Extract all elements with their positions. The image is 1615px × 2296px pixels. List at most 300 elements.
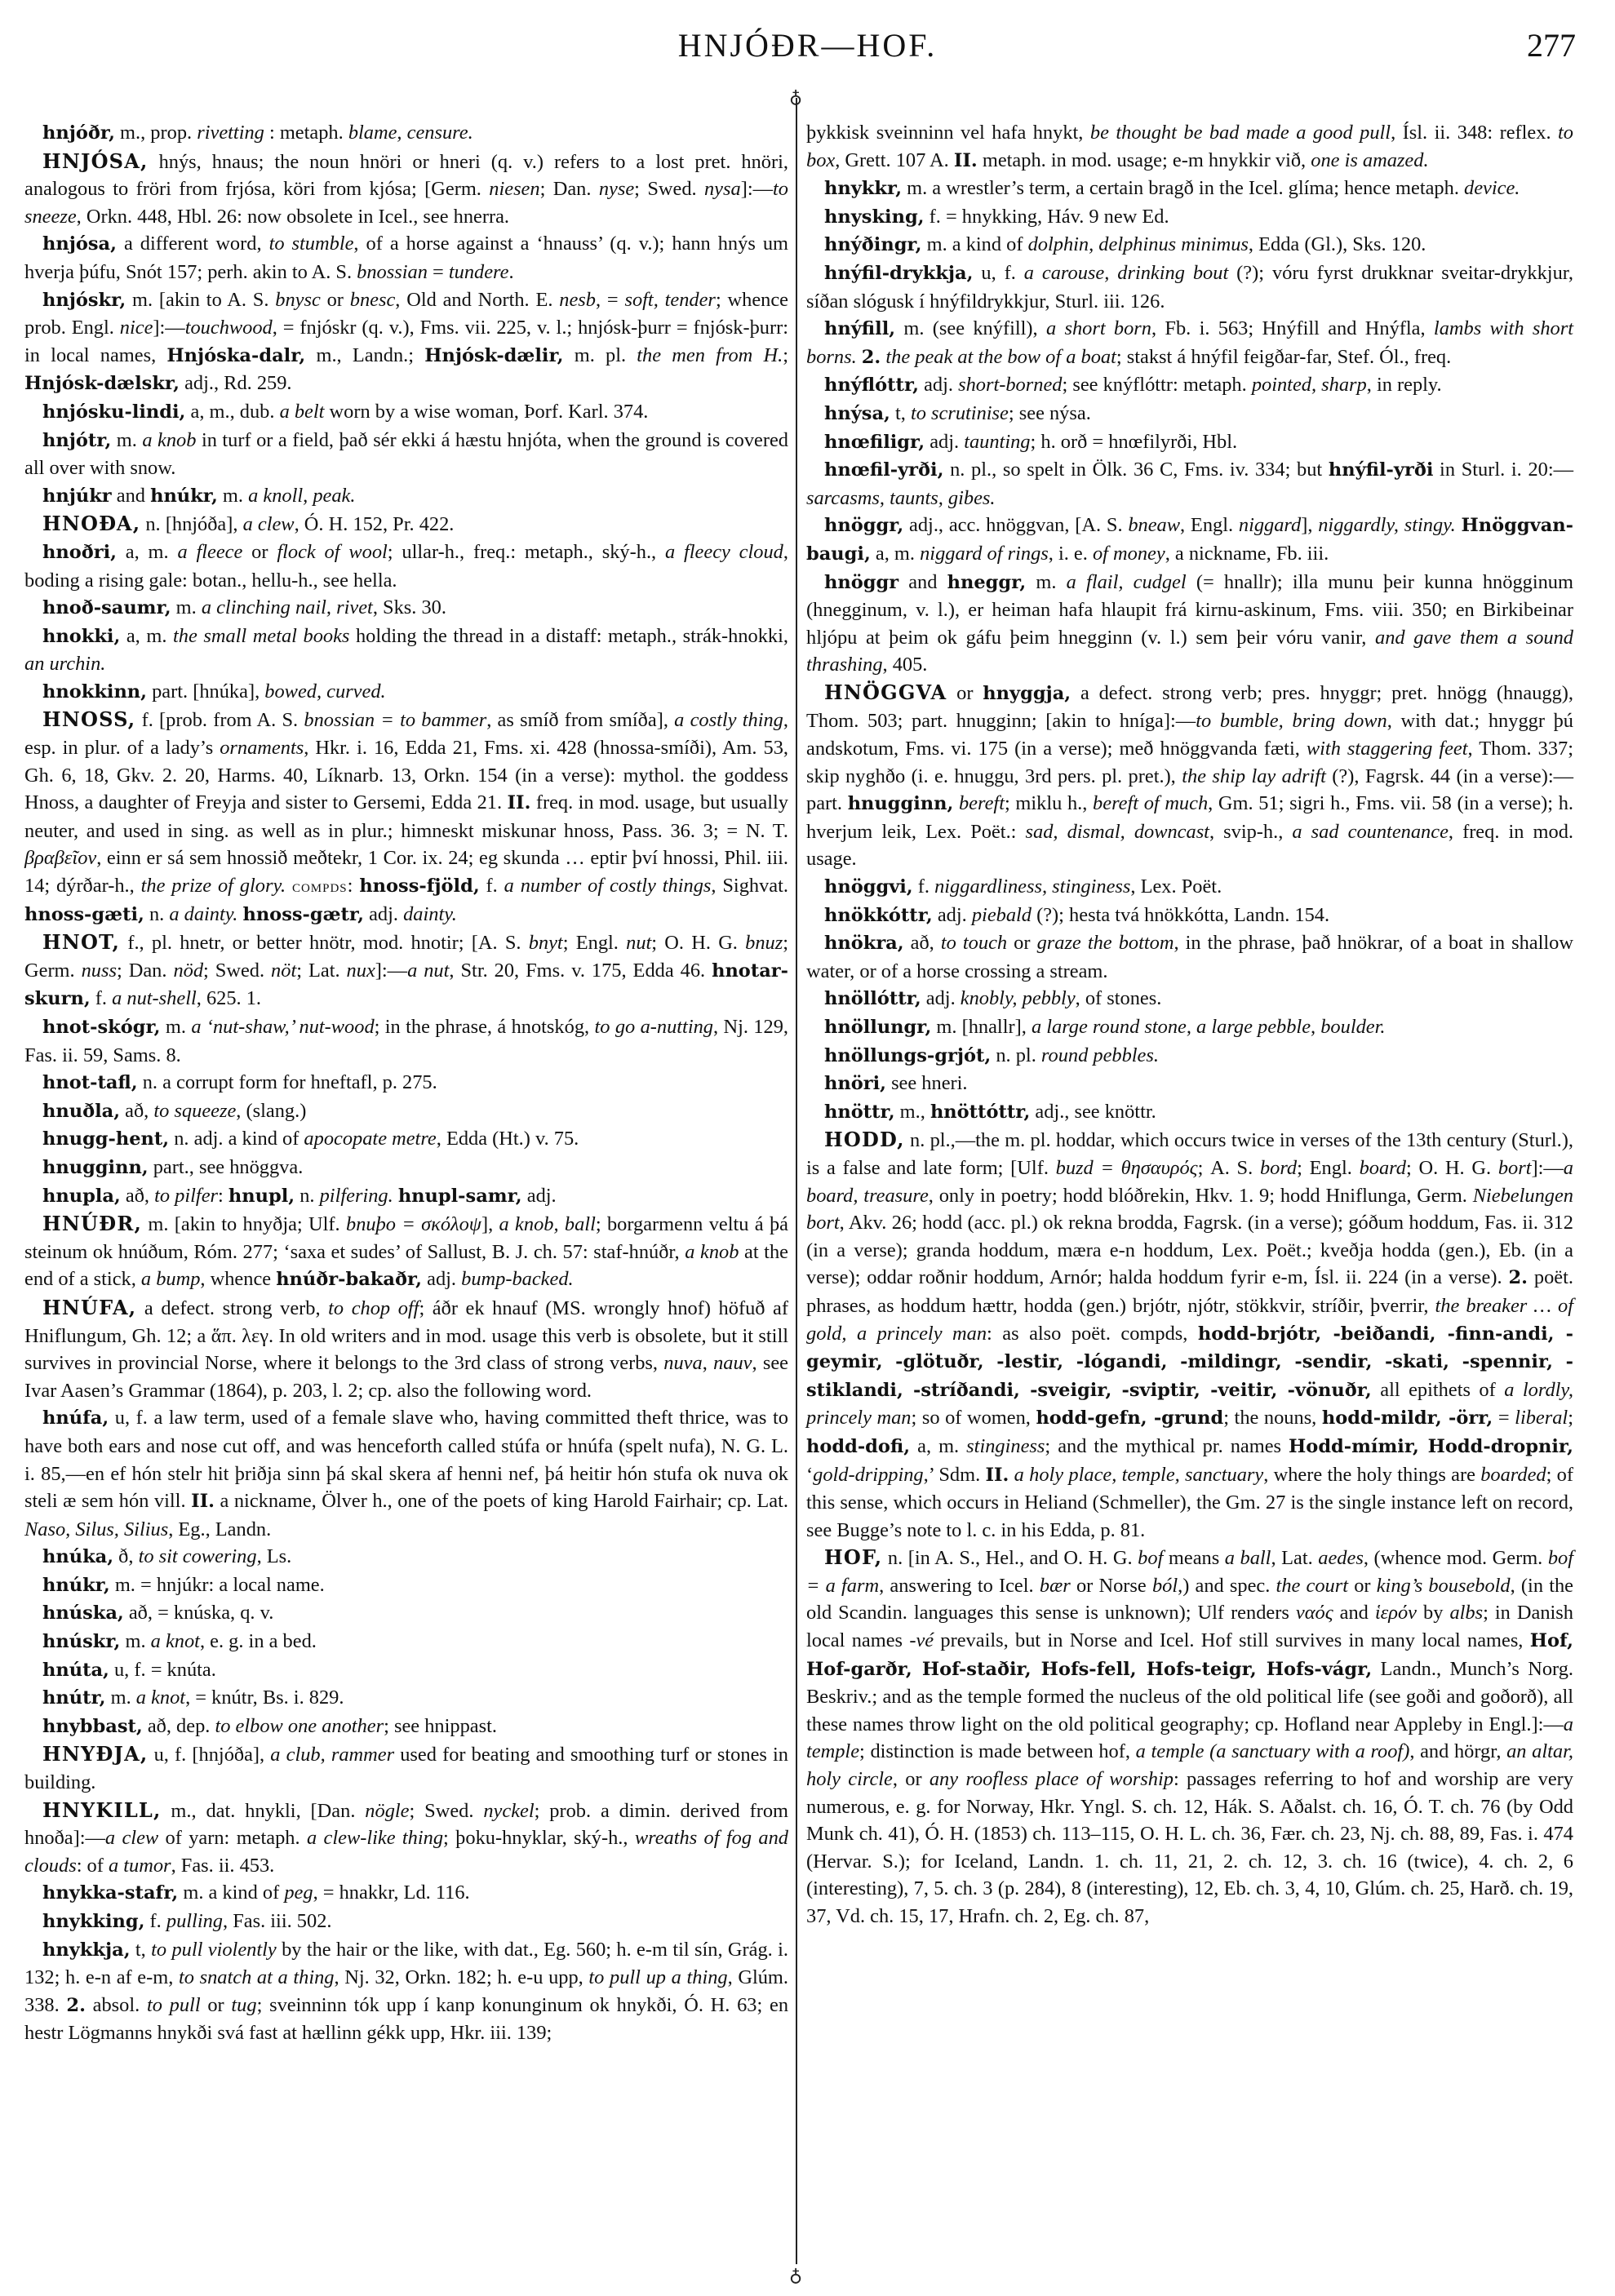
translation-text: any roofless place of worship [929,1768,1174,1791]
entry-text [953,792,959,814]
entry-text: a different word, [116,233,269,255]
translation-text: liberal [1515,1407,1568,1429]
dictionary-entry [24,1404,788,1543]
entry-text: ; [783,344,788,366]
dictionary-entry [24,1069,788,1097]
entry-text: , Ó. H. 152, Pr. 422. [294,513,455,536]
headword: hnykkr, [824,178,903,200]
headword: hnykking, [42,1911,145,1932]
dictionary-entry [806,1070,1573,1098]
entry-text: ; see nýsa. [1008,401,1091,424]
headword: hnöllungs-grjót, [824,1044,992,1066]
entry-text: adj. [925,430,965,453]
entry-text: , Lat. [1271,1547,1319,1570]
translation-text: peg [284,1882,313,1904]
headword: hnýfil-drykkja, [824,262,974,284]
entry-text: , whence [200,1268,277,1291]
entry-text: u, f. a law term, used of a female slave who, having committed theft thrice, was to have both ears and nose cut off, and was henceforth called stúfa or hnúfa (spelt nufa), N. G. L. i. 85,—en ef hón stelr hit þriðja sinn þá skal skera af henni nef, þá heitir hón stufa ok nuva ok steli æ sem hón vill. [24,1407,788,1513]
translation-text: rivetting [197,122,264,144]
entry-text: m. [120,1630,151,1653]
translation-text: to box [806,122,1573,171]
entry-text: , Engl. [1180,514,1239,537]
translation-text: bnossian [357,260,428,283]
translation-text: a clinching nail, rivet [201,596,373,619]
entry-text: and [1333,1602,1375,1624]
entry-text: ; whence prob. Engl. [24,288,789,339]
translation-text: bær [1039,1574,1071,1597]
translation-text: ἱερόν [1374,1602,1417,1624]
headword: hnúka, [42,1546,114,1568]
translation-text: a knot [135,1687,186,1709]
entry-text: m. [111,428,143,451]
headword: hnjúkr [42,485,112,507]
entry-text: , Sks. 30. [372,596,446,619]
entry-text: , or [892,1768,930,1791]
entry-text: , 405. [882,654,928,676]
entry-text: , = knútr, Bs. i. 829. [185,1687,344,1709]
entry-text: að, dep. [142,1714,215,1737]
entry-text: , as smíð from smíða], [486,709,675,732]
entry-text: , Edda (Ht.) v. 75. [436,1128,579,1150]
entry-text: m. [1026,570,1067,593]
translation-text: lambs with short borns. [806,317,1573,368]
entry-text: ; in the phrase, á hnotskóg, [374,1016,595,1038]
entry-text: m., dat. hnykli, [Dan. [161,1799,366,1822]
ornament-icon: ♁ [789,2265,803,2285]
translation-text: apocopate metre [304,1128,437,1150]
dictionary-entry [24,1125,788,1154]
entry-text: m., [894,1100,930,1123]
translation-text: sarcasms, taunts, gibes. [806,486,996,509]
entry-text: , a nickname, Fb. iii. [1165,542,1329,565]
translation-text: to stumble [268,233,354,255]
headword: hnokkinn, [42,680,148,703]
entry-text: ; Lat. [296,959,347,982]
entry-text: ; prob. a dimin. derived from hnoða]:— [24,1799,788,1850]
entry-text: ; [1568,1407,1573,1429]
entry-text: ; the nouns, [1223,1407,1322,1429]
entry-text: adj., acc. hnöggvan, [A. S. [903,514,1129,537]
translation-text: to squeeze [153,1099,237,1122]
entry-text: ]:— [1531,1156,1564,1179]
entry-text: adj. [919,374,959,397]
entry-text: , esp. in plur. of a lady’s [24,709,788,760]
headword: hnjósku-lindi, [42,401,186,423]
dictionary-entry [806,259,1573,315]
dictionary-entry [24,1879,788,1908]
headword: hnupl-samr, [397,1185,522,1207]
translation-text: to elbow one another [215,1714,384,1737]
translation-text: an altar, holy circle [806,1740,1573,1791]
dictionary-entry [24,1713,788,1741]
entry-text: a, m. [116,540,178,563]
entry-text: n. pl., so spelt in Ölk. 36 C, Fms. iv. 334; but [943,459,1329,481]
translation-text: to go a-nutting [594,1016,713,1038]
dictionary-entry [806,1013,1573,1042]
headword: hnýfill, [824,318,896,340]
entry-text: a, m. [870,542,921,565]
headword: hnúfa, [42,1407,109,1429]
headword: HNÖGGVA [824,680,947,704]
dictionary-entry [806,175,1573,203]
entry-text: n. pl. [991,1044,1041,1066]
translation-text: to pull up a thing [588,1966,728,1989]
entry-text: , 625. 1. [196,987,262,1010]
entry-text: ; Engl. [1297,1156,1360,1179]
headword: Hodd-mímir, Hodd-dropnir, [1289,1435,1573,1457]
dictionary-entry [24,427,788,482]
entry-text: or [242,540,277,563]
entry-text: ; see hnippast. [384,1714,497,1737]
dictionary-entry [24,230,788,286]
entry-text: f. [144,1910,166,1932]
headword: hnupla, [42,1185,121,1207]
headword: hnoð-saumr, [42,597,171,619]
entry-text: = [427,260,449,283]
headword: hnöllóttr, [824,988,921,1010]
entry-text: , Fas. iii. 502. [223,1910,332,1932]
translation-text: to pilfer [154,1184,219,1207]
headword: HNÚÐR, [42,1212,143,1236]
headword: hnöttóttr, [930,1101,1031,1123]
entry-text: : of [76,1854,109,1877]
entry-text: , = hnakkr, Ld. 116. [313,1882,470,1904]
headword: hnuðla, [42,1100,121,1122]
entry-text: n. pl.,—the m. pl. hoddar, which occurs twice in verses of the 13th century (Sturl.), is a false and late form; [Ulf. [806,1129,1573,1179]
dictionary-entry [806,119,1573,175]
translation-text: soft, tender [624,288,716,311]
entry-text: , Ls. [256,1545,292,1568]
entry-text: n. [295,1184,320,1207]
dictionary-entry [24,482,788,511]
entry-text: freq. in mod. usage, but usually neuter, and used in sing. as well as in plur.; himneskt miskunar hnoss, Pass. 36. 3; = N. T. [24,791,789,842]
translation-text: the prize of glory. [140,875,286,898]
translation-text: to sneeze [24,178,788,228]
translation-text: a nut [407,959,450,982]
translation-text: a holy place, temple, sanctuary [1014,1463,1264,1486]
entry-text: adj. [363,902,404,925]
translation-text: bord [1259,1156,1298,1179]
entry-text: in Sturl. i. 20:— [1433,459,1573,481]
headword: hnöggr, [824,515,904,537]
dictionary-entry [24,1656,788,1685]
entry-text: m. [171,596,202,619]
headword: hnykkja, [42,1939,131,1961]
translation-text: touchwood [184,317,273,339]
headword: hnjótr, [42,429,112,451]
translation-text: nuva [663,1352,703,1375]
headword: hnybbast, [42,1715,143,1737]
dictionary-entry [24,929,788,1013]
entry-text: , Eg., Landn. [168,1518,272,1540]
headword: hnýfil-yrði [1328,459,1434,481]
entry-text: m. = hnjúkr: a local name. [109,1573,325,1596]
entry-text: hnýs, hnaus; the noun hnöri or hneri (q. v.) refers to a lost pret. hnöri, analogous to fröri from frjósa, köri from kjósa; [Germ. [24,150,788,201]
headword: HNYÐJA, [42,1742,149,1766]
entry-text: m. [hnallr], [931,1016,1032,1038]
translation-text: to touch [940,932,1008,955]
entry-text: m. a wrestler’s term, a certain bragð in the Icel. glíma; hence metaph. [902,177,1465,200]
entry-text: (?); vóru fyrst drukknar sveitar-drykkjur, síðan slógusk í hnýfildrykkjur, Sturl. iii. 126. [806,261,1574,312]
entry-text: , Edda (Gl.), Sks. 120. [1248,233,1426,256]
headword: hnöttr, [824,1101,895,1123]
translation-text: a sad countenance [1292,820,1449,843]
entry-text: a defect. strong verb, [136,1296,329,1319]
headword: hnökra, [824,933,904,955]
entry-text: ; Swed. [203,959,272,982]
entry-text: : [347,875,360,898]
entry-text: compds [291,876,348,897]
entry-text: , answering to Icel. [879,1574,1040,1597]
entry-text: or [1007,932,1037,955]
entry-text: by the hair or the like, with dat., Eg. 560; h. e-m til sín, Grág. i. 132; h. e-n af e-m, [24,1938,789,1989]
translation-text: bnuþo = σκόλοψ [346,1213,481,1236]
entry-text: , and hörgr, [1409,1740,1507,1763]
entry-text: worn by a wise woman, Þorf. Karl. 374. [324,400,649,423]
entry-text: f. [prob. from A. S. [135,709,304,732]
translation-text: dainty. [403,902,457,925]
entry-text: m. [105,1687,136,1709]
headword: HNJÓSA, [42,148,149,173]
entry-text [1456,514,1462,536]
entry-text: n. [in A. S., Hel., and O. H. G. [882,1547,1138,1570]
entry-text: , Lex. Poët. [1130,875,1222,898]
headword: hnugginn, [42,1156,149,1178]
headword: II. [191,1491,215,1513]
translation-text: niggard [1238,514,1302,537]
headword: hnjóskr, [42,289,126,311]
translation-text: nuss [81,959,117,982]
translation-text: nysa [703,178,741,201]
entry-text: m., prop. [114,122,197,144]
dictionary-entry [806,873,1573,902]
translation-text: a board, treasure [806,1156,1573,1207]
translation-text: with staggering feet [1306,738,1468,760]
entry-text: ; O. H. G. [1405,1156,1498,1179]
dictionary-entry [24,1543,788,1571]
translation-text: an urchin. [24,653,106,676]
entry-text: ], [481,1213,499,1236]
translation-text: a clew-like thing [306,1827,444,1850]
entry-text: , Str. 20, Fms. v. 175, Edda 46. [449,959,712,982]
translation-text: bowed, curved. [264,680,386,703]
entry-text: poët. phrases, as hoddum hættr, hodda (gen.) brjótr, njótr, stökkvir, stríðir, þverrir, [806,1266,1573,1317]
entry-text: , Nj. 32, Orkn. 182; h. e-u upp, [334,1966,589,1989]
headword: hnykka-stafr, [42,1882,179,1904]
translation-text: the court [1276,1574,1349,1597]
entry-text: see hneri. [885,1072,968,1095]
headword: hnoss-gætr, [242,903,364,925]
entry-text: m. [akin to hnyðja; Ulf. [142,1213,346,1236]
headword: HNÚFA, [42,1295,137,1319]
translation-text: bnesc [349,288,396,311]
headword: hnöggr [824,571,899,593]
headword: hnýsa, [824,402,890,424]
dictionary-entry [24,1936,788,2047]
translation-text: bof = a farm [806,1547,1573,1597]
entry-text: and [111,484,151,507]
entry-text: að, [903,932,941,955]
entry-text: adj. [932,903,972,926]
translation-text: bereft [958,792,1005,815]
headword: hnýðingr, [824,234,922,256]
headword: hnöllungr, [824,1017,932,1038]
translation-text: Niebelungen bort [806,1184,1573,1234]
entry-text [286,875,292,897]
translation-text: dolphin, delphinus minimus [1027,233,1249,256]
headword: hnöri, [824,1073,886,1095]
translation-text: nyckel [483,1799,535,1822]
translation-text: short-borned [958,374,1063,397]
dictionary-entry [24,539,788,594]
entry-text: m. [akin to A. S. [126,288,276,311]
entry-text: , Hkr. i. 16, Edda 21, Fms. xi. 428 (hnossa-smíði), Am. 53, Gh. 6, 18, Gkv. 2. 20, Harms. 40, Líknarb. 13, Orkn. 154 (in a verse): mythol. the goddess Hnoss, a daughter of Freyja and sister to Gersemi, Edda 21. [24,737,789,814]
headword: Hof, Hof-garðr, Hof-staðir, Hofs-fell, Hofs-teigr, Hofs-vágr, [806,1630,1574,1680]
dictionary-entry [24,398,788,427]
dictionary-entry [24,1294,788,1404]
entry-text: , where the holy things are [1263,1463,1481,1486]
entry-text: , e. g. in a bed. [199,1630,317,1653]
dictionary-entry [24,1908,788,1936]
translation-text: knobly, pebbly [960,987,1076,1010]
entry-text: ð, [113,1545,139,1568]
translation-text: bnuz [745,932,783,955]
entry-text: f. [90,987,113,1010]
translation-text: bnysc [275,288,321,311]
entry-text: by [1417,1602,1450,1624]
translation-text: piebald [971,903,1032,926]
translation-text: boarded [1480,1463,1546,1486]
headword: Hnjósk-dælskr, [24,373,180,395]
dictionary-entry [24,706,788,929]
entry-text: ; borgarmenn veltu á þá steinum ok hnúðum, Róm. 277; ‘saxa et sudes’ of Sallust, B. J. ch. 57: staf-hnúðr, [24,1213,788,1263]
entry-text: m. [160,1016,192,1038]
entry-text: part. [hnúka], [147,680,265,703]
entry-text: ; miklu h., [1004,792,1094,815]
dictionary-entry [806,1544,1573,1930]
translation-text: bereft of much [1093,792,1209,815]
entry-text: ; A. S. [1197,1156,1260,1179]
entry-text: a, m. [120,624,173,647]
entry-text: ]:— [375,959,408,982]
entry-text: a nickname, Ölver h., one of the poets of king Harold Fairhair; cp. Lat. [214,1490,788,1513]
dictionary-entry [24,1210,788,1294]
translation-text: a nut-shell [112,987,197,1010]
entry-text: ; and the mythical pr. names [1045,1434,1289,1457]
translation-text: be thought be bad made a good pull [1089,122,1391,144]
translation-text: ból [1151,1574,1178,1597]
translation-text: nögle [365,1799,410,1822]
entry-text: , (whence mod. Germ. [1363,1547,1548,1570]
translation-text: the ship lay adrift [1182,765,1326,787]
headword: HODD, [824,1128,905,1152]
translation-text: king’s bousebold [1376,1574,1511,1597]
ornament-icon: ♁ [789,86,803,107]
headword: hnugg-hent, [42,1128,170,1150]
dictionary-entry [806,231,1573,259]
dictionary-entry [806,1042,1573,1070]
entry-text: , einn er sá sem hnossið meðtekr, 1 Cor. ix. 24; eg skunda … eptir því hnossi, Phil. iii. 14; dýrðar-h., [24,847,788,898]
translation-text: bnyt [528,932,563,955]
translation-text: to snatch at a thing [178,1966,335,1989]
translation-text: to bumble, bring down [1196,710,1387,733]
translation-text: pointed, sharp [1251,374,1367,397]
entry-text: , Old and North. E. [395,288,560,311]
dictionary-entry [806,679,1573,873]
translation-text: a club, rammer [270,1744,395,1766]
dictionary-entry [24,678,788,707]
entry-text: , with dat.; hnyggr þú andskotum, Fms. vi. 175 (in a verse); með hnöggvanda fæti, [806,710,1574,760]
headword: 2. [66,1994,86,2016]
entry-text: or [320,288,350,311]
translation-text: a costly thing [674,709,783,732]
entry-text: ‘ [806,1463,814,1486]
entry-text: (= hnallr); illa munu þeir kunna hnögginum (hnegginum, v. l.), er heiman hafa hlaupit frá kirnu-askinum, Fms. viii. 350; en Birkibeinar hljópu at þeim ok gáfu þeim hnegginn (v. l.) sem þeir vóru vanir, [806,570,1573,649]
running-title: HNJÓÐR—HOF. [677,27,938,64]
entry-text: = [1493,1407,1515,1429]
entry-text: , svip-h., [1209,820,1293,843]
translation-text: taunting [964,430,1031,453]
dictionary-entry [24,1628,788,1656]
translation-text: a knoll, peak. [248,484,356,507]
entry-text: ; áðr ek hnauf (MS. wrongly hnof) höfuð af Hniflungum, Gh. 12; a ἅπ. λεγ. In old writers and in mod. usage this verb is obsolete, but it still survives in provincial Norse, where it belongs to the 3rd class of strong verbs, [24,1296,788,1375]
entry-text: a, m. [910,1434,967,1457]
entry-text: ,) and spec. [1178,1574,1276,1597]
entry-text: Landn., Munch’s Norg. Beskriv.; and as the temple formed the nucleus of the old political life (see goði and goðorð), all these names throw light on the old political geography; cp. Hofland near Appleby in Engl.]:— [806,1657,1573,1735]
entry-text: all epithets of [1371,1378,1505,1401]
translation-text: a lordly, princely man [806,1378,1574,1429]
headword: hnúkr, [150,485,218,507]
dictionary-entry [806,512,1573,568]
translation-text: a carouse, drinking bout [1023,261,1229,284]
headword: hnjóðr, [42,122,115,144]
translation-text: -vé [909,1629,934,1652]
translation-text: nice [119,317,153,339]
translation-text: a short born [1045,317,1151,340]
entry-text: f. [479,875,504,898]
entry-text: and [898,570,947,593]
dictionary-entry [806,902,1573,930]
right-column [806,119,1573,1930]
translation-text: a fleecy cloud [664,540,783,563]
entry-text: ; Dan. [539,178,599,201]
headword: hnúðr-bakaðr, [276,1269,423,1291]
translation-text: a large round stone, a large pebble, boulder. [1031,1016,1386,1038]
entry-text: means [1163,1547,1225,1570]
entry-text: part., see hnöggva. [148,1155,304,1178]
entry-text: , Ísl. ii. 348: reflex. [1391,122,1559,144]
entry-text: at the end of a stick, [24,1240,788,1291]
entry-text: f., pl. hnetr, or better hnötr, mod. hnotir; [A. S. [120,932,529,955]
column-divider [796,98,797,2264]
dictionary-entry [24,1571,788,1600]
translation-text: pilfering. [319,1184,393,1207]
dictionary-entry [806,371,1573,400]
entry-text: u, f. = knúta. [109,1658,216,1681]
dictionary-entry [806,569,1573,679]
entry-text: f. = hnykking, Háv. 9 new Ed. [924,205,1169,228]
entry-text: ; sveinninn tók upp í kanp konunginum ok hnykði, Ó. H. 63; en hestr Lögmanns hnykði svá fast at hællinn gékk upp, Hkr. iii. 139; [24,1993,789,2045]
translation-text: gold-dripping [813,1463,924,1486]
dictionary-entry [24,148,788,231]
entry-text: , Gm. 51; sigri h., Fms. vii. 58 (in a verse); h. hverjum leik, Lex. Poët.: [806,792,1573,843]
translation-text: bnossian = to bammer [304,709,487,732]
headword: hnotar-skurn, [24,960,788,1010]
translation-text: a bump [140,1268,201,1291]
translation-text: albs [1449,1602,1484,1624]
translation-text: a clew [242,513,295,536]
entry-text: ]:— [153,317,185,339]
